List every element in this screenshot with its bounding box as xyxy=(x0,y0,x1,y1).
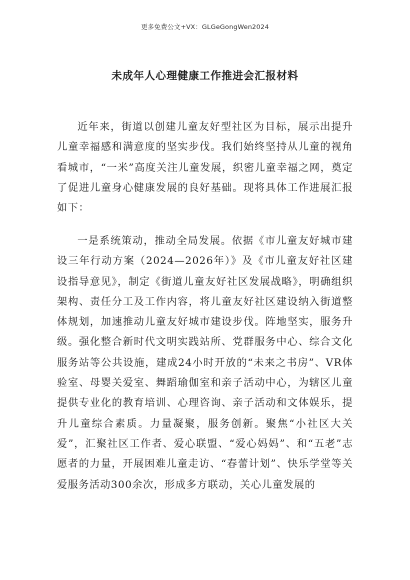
paragraph-intro: 近年来，街道以创建儿童友好型社区为目标，展示出提升儿童幸福感和满意度的坚实步伐。我们始终坚持从儿童的视角看城市，“一米”高度关注儿童发展，织密儿童幸福之网，奠定了促进儿童身心健康发展的良好基础。现将具体工作进展汇报如下： xyxy=(57,122,353,215)
paragraph-progress: 一是系统策动，推动全局发展。依据《市儿童友好城市建设三年行动方案（2024—2026年）》及《市儿童友好社区建设指导意见》，制定《街道儿童友好社区发展战略》，明确组织架构、责任分工及工作内容，将儿童友好社区建设纳入街道整体规划，加速推动儿童友好城市建设步伐。阵地坚实，服务升级。强化整合新时代文明实践站所、党群服务中心、综合文化服务站等公共设施，建成24小时开放的“未来之书房”、VR体验室、母婴关爱室、舞蹈瑜伽室和亲子活动中心，为辖区儿童提供专业化的教育培训、心理咨询、亲子活动和文体娱乐，提升儿童综合素质。力量凝聚，服务创新。聚焦“小社区大关爱”，汇聚社区工作者、爱心联盟、“爱心妈妈”、和“五老”志愿者的力量，开展困难儿童走访、“春蕾计划”、快乐学堂等关爱服务活动300余次，形成多方联动，关心儿童发展的 xyxy=(57,235,353,491)
header-note: 更多免费公文+VX：GLGeGongWen2024 xyxy=(140,23,269,31)
document-title: 未成年人心理健康工作推进会汇报材料 xyxy=(111,70,299,82)
document-body xyxy=(57,118,353,508)
